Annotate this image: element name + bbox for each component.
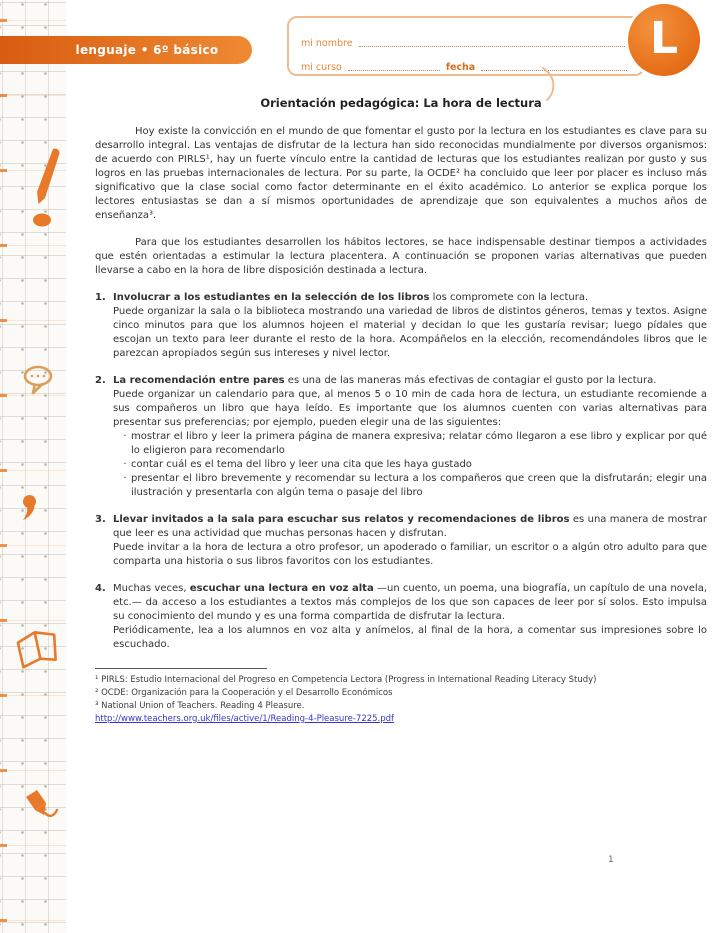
item-lead-bold: La recomendación entre pares: [113, 375, 285, 386]
page-number: 1: [608, 855, 614, 865]
footnote-nut: ³ National Union of Teachers. Reading 4 Pleasure.: [95, 701, 305, 711]
course-field-label: mi curso: [301, 62, 342, 73]
graph-paper-margin: [0, 0, 66, 933]
intro-paragraph: Hoy existe la convicción en el mundo de que fomentar el gusto por la lectura en los estudiantes es clave para su desarrollo integral. Las ventajas de disfrutar de la lectura han sido reconocidas mundialmente por diversos organismos: de acuerdo con PIRLS¹, hay un fuerte vínculo entre la cantidad de lecturas que los estudiantes realizan por gusto y sus logros en las pruebas internacionales de lectura. Por su parte, la OCDE² ha concluido que leer por placer es incluso más significativo que la clase social como factor determinante en el éxito académico. Lo anterior se explica porque los lectores entusiastas se dan a sí mismos oportunidades de aprendizaje que son equivalentes a muchos años de enseñanza³.: [95, 126, 707, 221]
item-lead-rest: los compromete con la lectura.: [429, 292, 589, 303]
page-title: Orientación pedagógica: La hora de lectura: [260, 96, 542, 110]
date-field-label: fecha: [445, 62, 476, 73]
bullet-text: mostrar el libro y leer la primera página de manera expresiva; relatar cómo llegaron a ese libro y explicar por qué lo eligieron para recomendarlo: [131, 431, 707, 456]
item-number: 2.: [95, 375, 106, 386]
item-number: 1.: [95, 292, 106, 303]
item-lead-pre: Muchas veces,: [113, 583, 190, 594]
subject-banner: [0, 36, 252, 64]
bullet-marker: ·: [123, 431, 127, 442]
name-field-row: [301, 26, 633, 50]
comma-icon: [20, 494, 38, 522]
bullet-text: contar cuál es el tema del libro y leer una cita que les haya gustado: [131, 459, 472, 470]
logo-letter: L: [649, 12, 679, 64]
item-lead-bold: Llevar invitados a la sala para escuchar sus relatos y recomendaciones de libros: [113, 514, 570, 525]
pencil-icon: [30, 146, 64, 234]
logo-badge: [628, 4, 700, 76]
recommendation-options-list: [113, 430, 707, 500]
list-item-1: [95, 291, 707, 361]
item-lead-rest: es una manera de mostrar que leer es una actividad que muchas personas hacen y disfrutan.: [113, 514, 708, 539]
item-body: Puede invitar a la hora de lectura a otro profesor, un apoderado o familiar, un escritor o a algún otro adulto para que comparta una historia o sus libros favoritos con los estudiantes.: [113, 542, 707, 567]
speech-bubble-icon: [22, 364, 54, 398]
numbered-suggestion-list: [95, 291, 707, 652]
course-write-line: [348, 60, 440, 71]
item-lead-bold: Involucrar a los estudiantes en la selección de los libros: [113, 292, 430, 303]
name-field-label: mi nombre: [301, 38, 353, 49]
footnotes: [95, 674, 661, 726]
bullet-marker: ·: [123, 459, 127, 470]
item-lead-rest: —un cuento, un poema, una biografía, un capítulo de una novela, etc.— da acceso a los estudiantes a textos más complejos de los que son capaces de leer por sí solos. Esto impulsa su conocimiento del mundo y es una forma compartida de disfrutar la lectura.: [113, 583, 707, 622]
item-body-2: Periódicamente, lea a los alumnos en voz alta y anímelos, al final de la hora, a comentar sus impresiones sobre lo escuchado.: [113, 625, 707, 650]
bullet-item: [119, 472, 707, 500]
bullet-item: [119, 458, 707, 472]
footnote-ocde: ² OCDE: Organización para la Cooperación y el Desarrollo Económicos: [95, 688, 393, 698]
course-date-field-row: [301, 50, 633, 74]
name-write-line: [359, 36, 627, 47]
item-lead-bold: escuchar una lectura en voz alta: [189, 583, 374, 594]
item-number: 3.: [95, 514, 106, 525]
subject-banner-label: lenguaje • 6º básico: [75, 43, 219, 57]
footnote-pirls: ¹ PIRLS: Estudio Internacional del Progreso en Competencia Lectora (Progress in International Reading Literacy Study): [95, 675, 597, 685]
footnote-link[interactable]: http://www.teachers.org.uk/files/active/1/Reading-4-Pleasure-7225.pdf: [95, 714, 395, 724]
bullet-item: [119, 430, 707, 458]
footnote-separator: [95, 668, 267, 669]
bullet-marker: ·: [123, 473, 127, 484]
open-book-icon: [11, 625, 64, 673]
list-item-4: [95, 582, 707, 652]
second-paragraph: Para que los estudiantes desarrollen los hábitos lectores, se hace indispensable destinar tiempos a actividades que estén orientadas a estimular la lectura placentera. A continuación se proponen varias alternativas que pueden llevarse a cabo en la hora de libre disposición destinada a lectura.: [95, 237, 707, 276]
list-item-3: [95, 513, 707, 569]
student-fields-box: [287, 16, 645, 76]
bullet-text: presentar el libro brevemente y recomendar su lectura a los compañeros que creen que la disfrutarán; elegir una ilustración y presentarla con algún tema o pasaje del libro: [131, 473, 707, 498]
item-body: Puede organizar un calendario para que, al menos 5 o 10 min de cada hora de lectura, un estudiante recomiende a sus compañeros un libro que haya leído. Es importante que los alumnos cuenten con varias alternativas para presentar sus preferencias; por ejemplo, pueden elegir una de las siguientes:: [113, 389, 707, 428]
decorative-curl: [539, 66, 565, 108]
marker-pen-icon: [22, 786, 60, 822]
item-lead-rest: es una de las maneras más efectivas de contagiar el gusto por la lectura.: [284, 375, 657, 386]
document-body: [95, 96, 707, 726]
list-item-2: [95, 374, 707, 500]
item-body: Puede organizar la sala o la biblioteca mostrando una variedad de libros de distintos géneros, temas y textos. Asigne cinco minutos para que los alumnos hojeen el material y decidan lo que les gustaría revisar; luego pídales que escojan un texto para leer durante el resto de la hora. Acompáñelos en la elección, recomendándoles libros que le parezcan apropiados según sus intereses y nivel lector.: [113, 306, 707, 359]
item-number: 4.: [95, 583, 106, 594]
